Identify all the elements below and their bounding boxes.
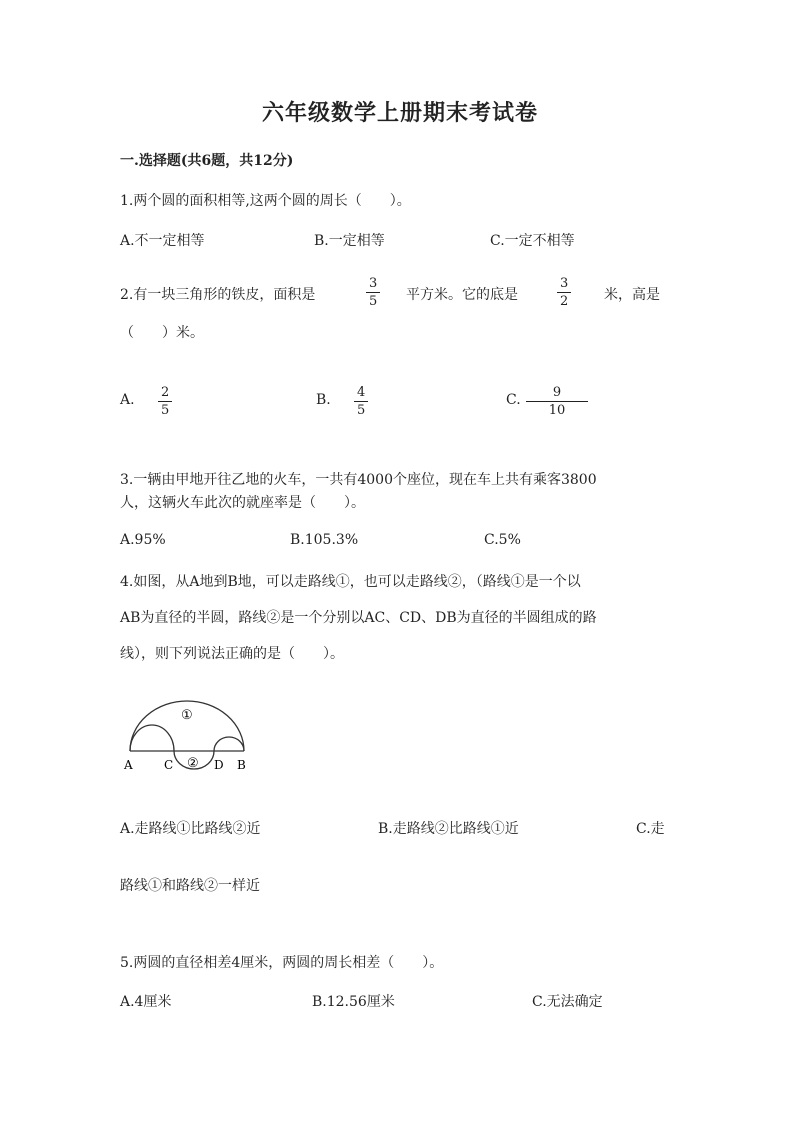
point-b-label: B [237, 758, 246, 772]
point-c-label: C [164, 758, 174, 772]
fraction-numerator: 9 [552, 385, 562, 400]
fraction-bar [366, 292, 380, 293]
fraction-denominator: 5 [369, 294, 378, 309]
question-4-option-b: B.走路线②比路线①近 [378, 821, 519, 837]
question-4-line3: 线），则下列说法正确的是（ ）。 [120, 646, 344, 662]
question-4-option-c-start: C.走 [636, 821, 665, 837]
question-1-option-c: C.一定不相等 [490, 233, 575, 249]
route-1-label: ① [181, 708, 193, 723]
question-4-option-c-end: 路线①和路线②一样近 [120, 878, 260, 894]
point-d-label: D [214, 758, 224, 772]
question-2-base-fraction [557, 276, 571, 309]
fraction-bar [557, 292, 571, 293]
question-5-stem: 5.两圆的直径相差4厘米，两圆的周长相差（ ）。 [120, 955, 444, 971]
fraction-bar [158, 401, 172, 402]
question-2-stem-part4: （ ）米。 [120, 325, 204, 341]
question-3-option-a: A.95% [120, 532, 166, 548]
question-3-option-b: B.105.3% [290, 532, 359, 548]
question-1-option-b: B.一定相等 [314, 233, 385, 249]
question-5-option-c: C.无法确定 [532, 994, 603, 1010]
question-2-option-b-fraction [354, 385, 368, 418]
fraction-denominator: 2 [560, 294, 569, 309]
question-5-option-b: B.12.56厘米 [312, 994, 395, 1010]
point-a-label: A [124, 758, 133, 772]
section-heading: 一.选择题(共6题，共12分) [120, 153, 294, 169]
fraction-numerator: 3 [369, 276, 378, 291]
question-2-option-c-label: C. [506, 392, 521, 408]
fraction-numerator: 3 [560, 276, 569, 291]
fraction-bar [526, 401, 588, 402]
route-diagram [118, 694, 258, 776]
question-4-line1: 4.如图，从A地到B地，可以走路线①，也可以走路线②，（路线①是一个以 [120, 574, 581, 590]
question-2-area-fraction [366, 276, 380, 309]
fraction-numerator: 4 [357, 385, 366, 400]
fraction-bar [354, 401, 368, 402]
fraction-numerator: 2 [161, 385, 170, 400]
question-5-option-a: A.4厘米 [120, 994, 172, 1010]
question-1-option-a: A.不一定相等 [120, 233, 205, 249]
route-2-label: ② [187, 756, 199, 771]
fraction-denominator: 10 [548, 403, 566, 418]
fraction-denominator: 5 [161, 403, 170, 418]
page-title: 六年级数学上册期末考试卷 [261, 100, 538, 126]
question-4-option-a: A.走路线①比路线②近 [120, 821, 261, 837]
question-2-option-a-fraction [158, 385, 172, 418]
question-3-line1: 3.一辆由甲地开往乙地的火车，一共有4000个座位，现在车上共有乘客3800 [120, 472, 597, 488]
question-2-stem-part3: 米，高是 [604, 287, 660, 303]
fraction-denominator: 5 [357, 403, 366, 418]
question-4-line2: AB为直径的半圆，路线②是一个分别以AC、CD、DB为直径的半圆组成的路 [120, 610, 597, 626]
question-3-line2: 人，这辆火车此次的就座率是（ ）。 [120, 495, 365, 511]
question-2-option-c-fraction [526, 385, 588, 418]
question-1-stem: 1.两个圆的面积相等,这两个圆的周长（ ）。 [120, 193, 411, 209]
question-2-option-b-label: B. [316, 392, 331, 408]
question-2-stem-part2: 平方米。它的底是 [406, 287, 518, 303]
question-2-stem-part1: 2.有一块三角形的铁皮，面积是 [120, 287, 316, 303]
question-2-option-a-label: A. [120, 392, 135, 408]
question-3-option-c: C.5% [484, 532, 521, 548]
